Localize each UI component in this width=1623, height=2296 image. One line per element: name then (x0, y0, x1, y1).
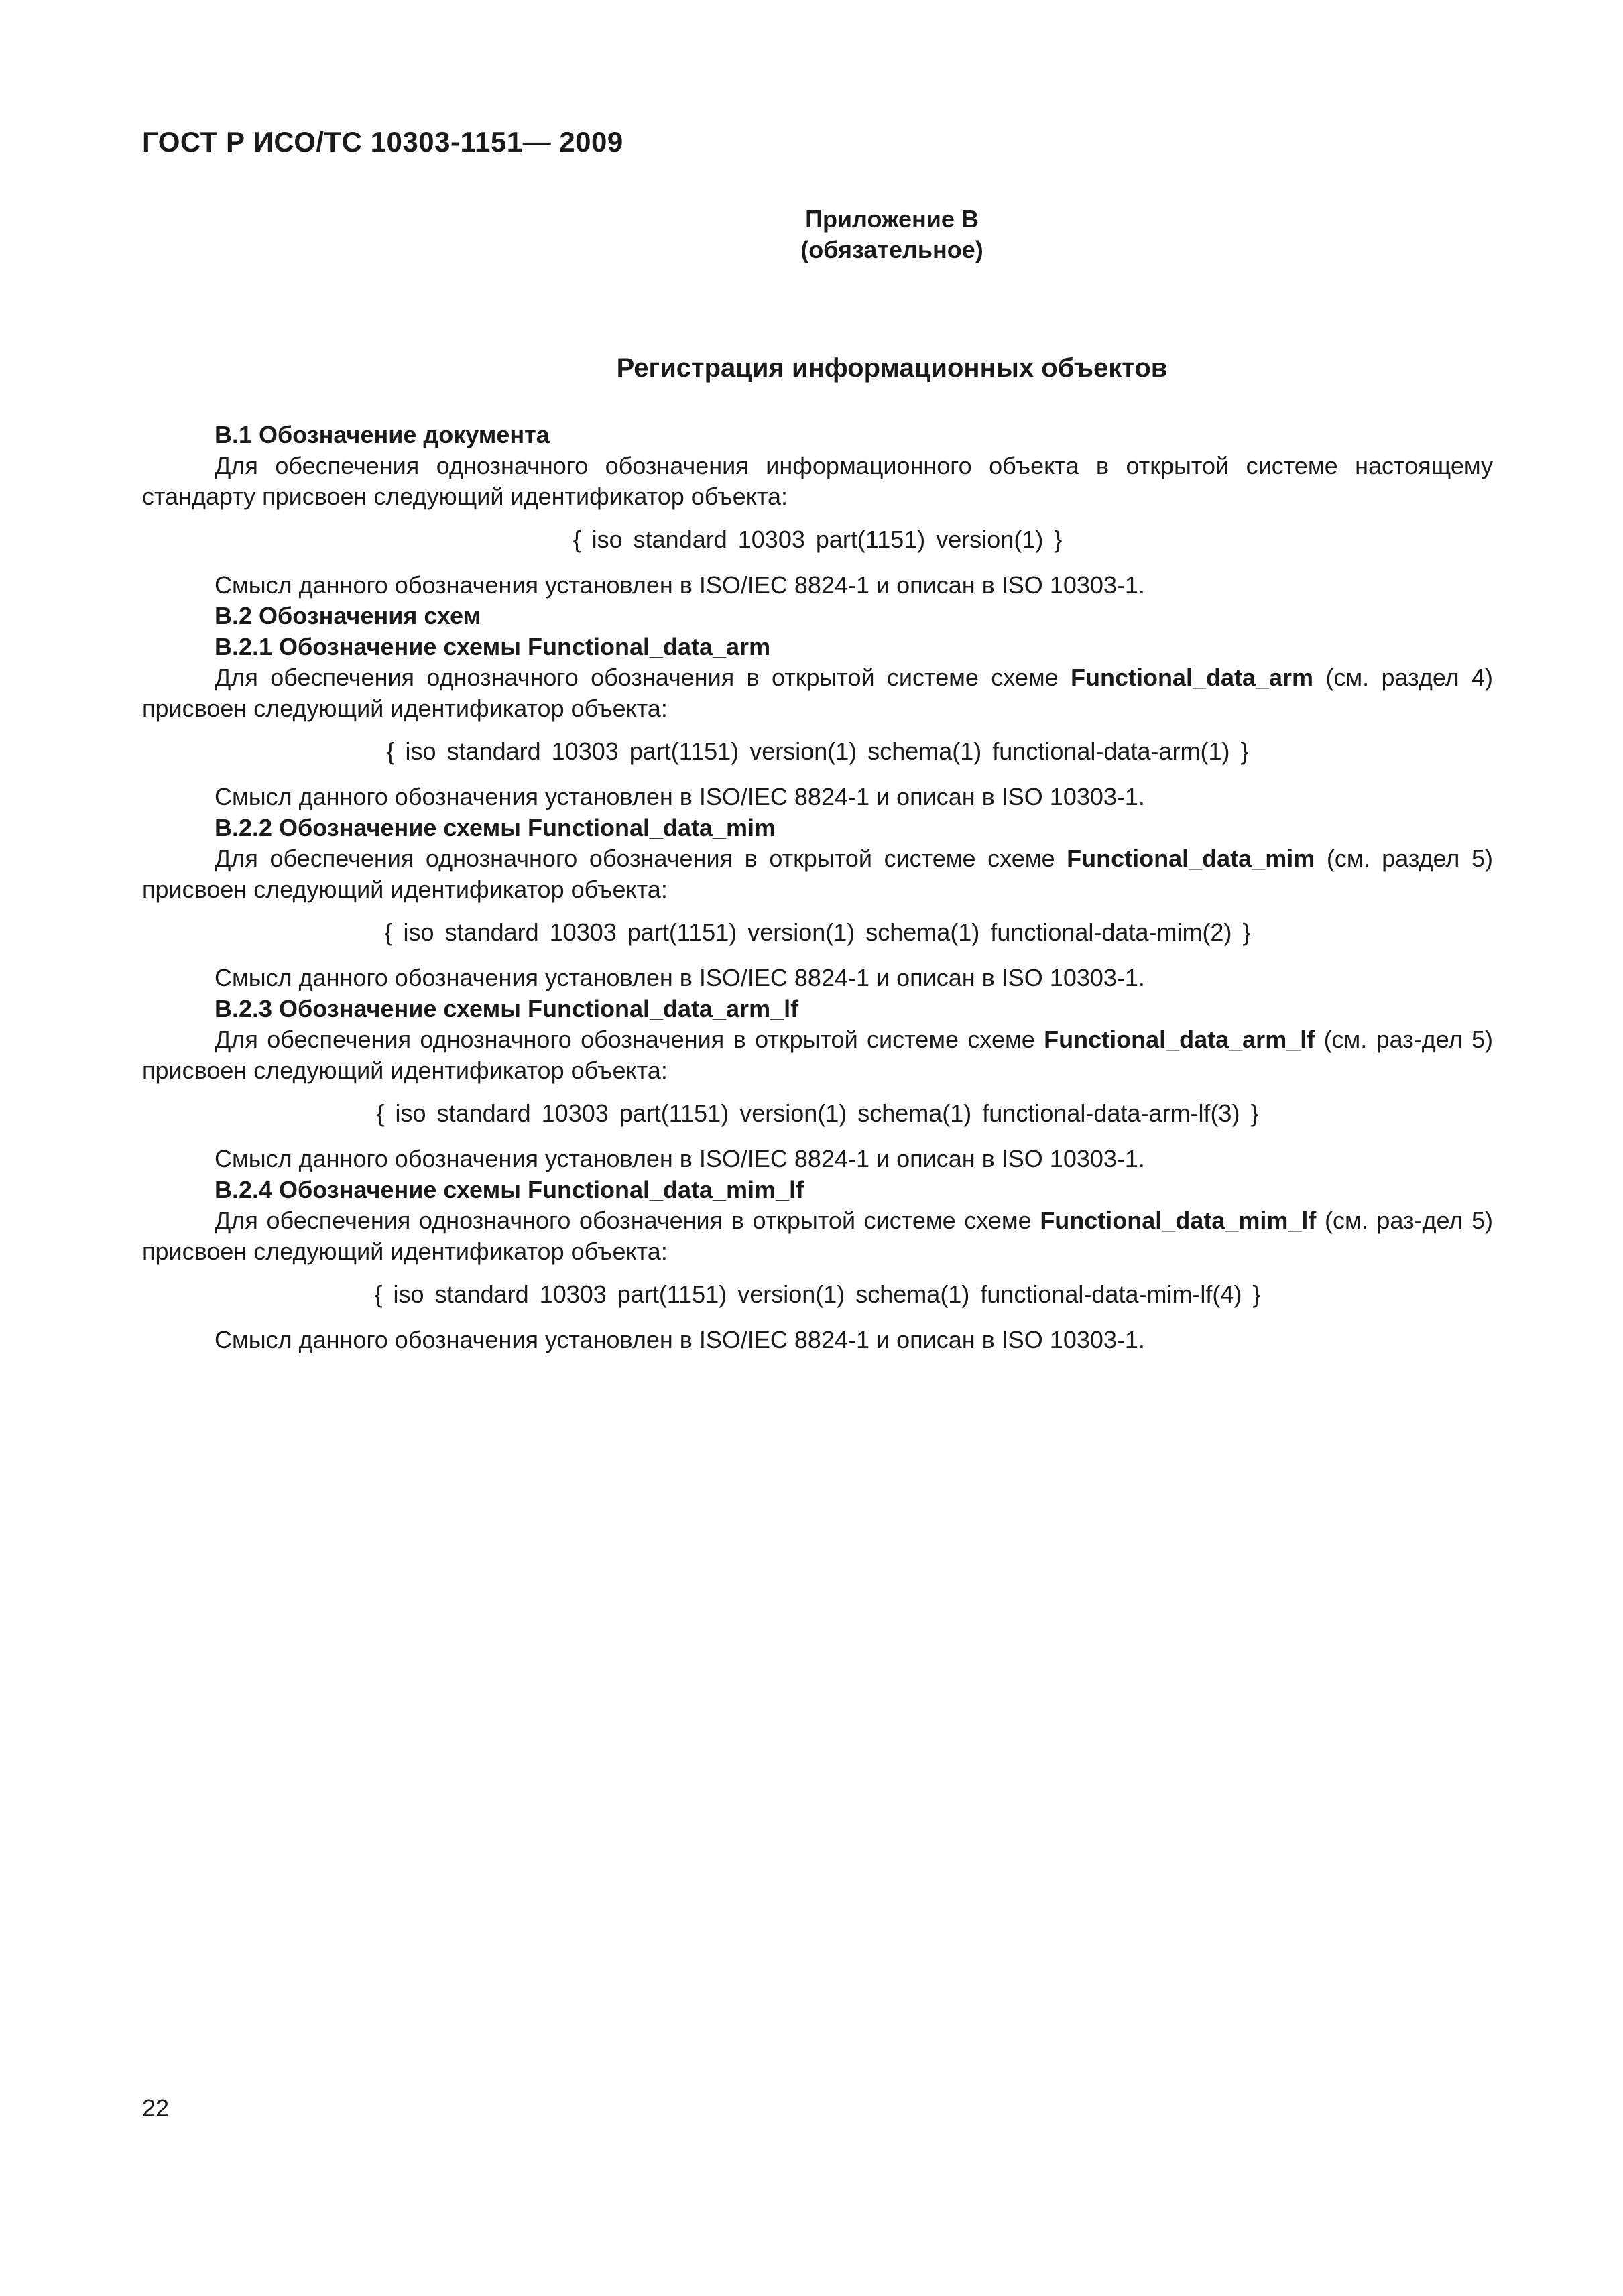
annex-heading-text: Регистрация информационных объектов (616, 353, 1168, 383)
paragraph-text: Для обеспечения однозначного обозначения в открытой системе схеме (215, 845, 1067, 872)
annex-block (0, 204, 1623, 265)
section-heading: В.2.3 Обозначение схемы Functional_data_arm_lf (215, 995, 799, 1022)
paragraph-text: (см. раздел 5) присвоен следующий идентификатор объекта: (142, 845, 1493, 903)
annex-heading (0, 353, 1623, 383)
schema-name: Functional_data_mim (1067, 845, 1315, 872)
section-heading: В.2.2 Обозначение схемы Functional_data_mim (215, 814, 776, 841)
section-heading: В.2.1 Обозначение схемы Functional_data_arm (215, 633, 771, 660)
paragraph-text: Для обеспечения однозначного обозначения в открытой системе схеме (215, 1207, 1040, 1234)
object-identifier: { iso standard 10303 part(1151) version(1) schema(1) functional-data-arm-lf(3) } (376, 1099, 1259, 1127)
annex-title: Приложение В (805, 205, 979, 233)
paragraph-text: (см. раз-дел 5) присвоен следующий идентификатор объекта: (142, 1207, 1493, 1265)
page-number: 22 (142, 2094, 170, 2122)
annex-status: (обязательное) (800, 236, 983, 263)
object-identifier: { iso standard 10303 part(1151) version(1) schema(1) functional-data-arm(1) } (386, 737, 1249, 765)
meaning-note: Смысл данного обозначения установлен в ISO/IEC 8824-1 и описан в ISO 10303-1. (215, 964, 1145, 991)
schema-name: Functional_data_arm (1070, 664, 1314, 691)
meaning-note: Смысл данного обозначения установлен в ISO/IEC 8824-1 и описан в ISO 10303-1. (215, 1145, 1145, 1172)
section-paragraph (142, 450, 1493, 512)
meaning-note: Смысл данного обозначения установлен в ISO/IEC 8824-1 и описан в ISO 10303-1. (215, 783, 1145, 810)
object-identifier: { iso standard 10303 part(1151) version(1) } (573, 526, 1063, 553)
meaning-note: Смысл данного обозначения установлен в ISO/IEC 8824-1 и описан в ISO 10303-1. (215, 571, 1145, 599)
paragraph-text: (см. раздел 4) присвоен следующий идентификатор объекта: (142, 664, 1493, 722)
section-paragraph (142, 1205, 1493, 1267)
paragraph-text: (см. раз-дел 5) присвоен следующий идентификатор объекта: (142, 1026, 1493, 1084)
schema-name: Functional_data_mim_lf (1040, 1207, 1317, 1234)
object-identifier: { iso standard 10303 part(1151) version(1) schema(1) functional-data-mim-lf(4) } (374, 1280, 1261, 1308)
paragraph-text: Для обеспечения однозначного обозначения в открытой системе схеме (215, 664, 1071, 691)
document-body (142, 420, 1493, 1355)
section-paragraph (142, 662, 1493, 724)
meaning-note: Смысл данного обозначения установлен в ISO/IEC 8824-1 и описан в ISO 10303-1. (215, 1326, 1145, 1353)
schema-name: Functional_data_arm_lf (1044, 1026, 1315, 1053)
object-identifier: { iso standard 10303 part(1151) version(1) schema(1) functional-data-mim(2) } (384, 918, 1251, 946)
section-heading: В.1 Обозначение документа (215, 421, 550, 448)
document-header: ГОСТ Р ИСО/ТС 10303-1151— 2009 (142, 126, 623, 158)
paragraph-text: Для обеспечения однозначного обозначения в открытой системе схеме (215, 1026, 1044, 1053)
section-heading: В.2.4 Обозначение схемы Functional_data_mim_lf (215, 1176, 804, 1203)
paragraph-text: Для обеспечения однозначного обозначения информационного объекта в открытой системе настоящему стандарту присвоен следующий идентификатор объекта: (142, 452, 1493, 510)
section-paragraph (142, 1024, 1493, 1086)
section-paragraph (142, 843, 1493, 905)
section-heading: В.2 Обозначения схем (215, 602, 481, 629)
